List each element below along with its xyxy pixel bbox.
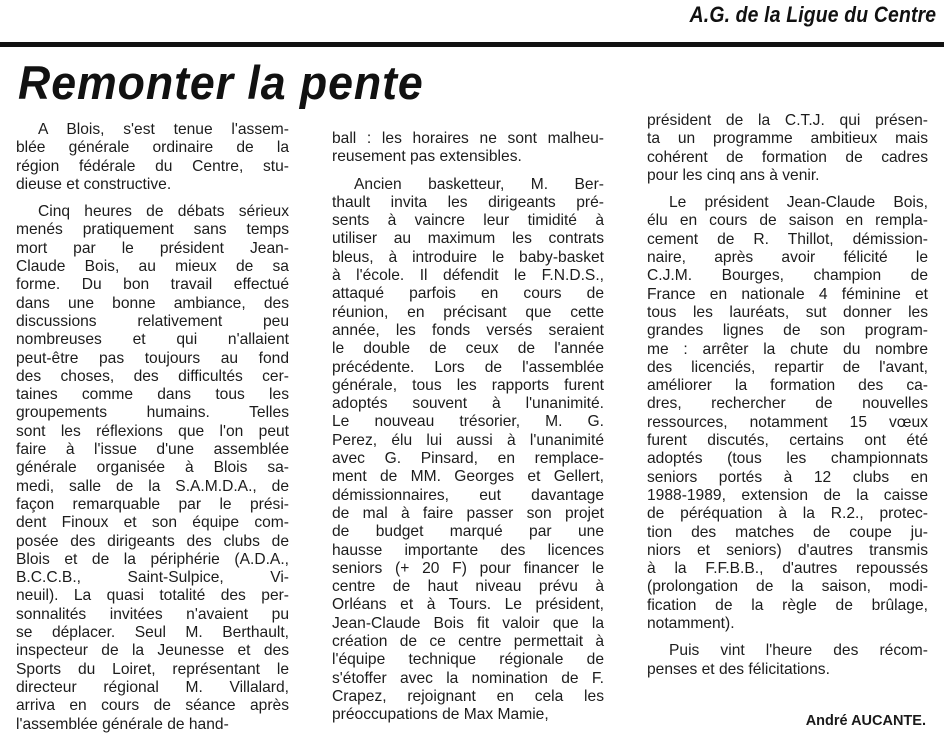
text-line: medi, salle de la S.A.M.D.A., de: [16, 477, 289, 495]
text-line: seniors portés à 12 clubs en: [647, 468, 928, 486]
text-line: président de la C.T.J. qui présen-: [647, 112, 928, 129]
text-line: 1988-1989, extension de la caisse: [647, 486, 928, 504]
text-line: bleus, à introduire le baby-basket: [332, 248, 604, 266]
text-line: de péréquation à la R.2., protec-: [647, 505, 928, 523]
header-rule: [0, 42, 944, 47]
text-line: générale, tous les rapports furent: [332, 376, 604, 394]
text-line: Le président Jean-Claude Bois,: [669, 194, 928, 212]
article-paragraph: [647, 194, 928, 633]
text-line: France en nationale 4 féminine et: [647, 285, 928, 303]
text-line: utiliser au maximum les contrats: [332, 230, 604, 248]
text-line: de mal à faire passer son projet: [332, 504, 604, 522]
text-line: naire, après avoir félicité le: [647, 249, 928, 267]
text-line: Le nouveau trésorier, M. G.: [332, 413, 604, 431]
text-line: Perez, élu lui aussi à l'unanimité: [332, 431, 604, 449]
text-line: Ancien basketteur, M. Ber-: [354, 175, 604, 193]
text-line: tion des matches de coupe ju-: [647, 523, 928, 541]
text-line: création de ce centre permettait à: [332, 633, 604, 651]
text-line: sont les réflexions que l'on peut: [16, 422, 289, 440]
text-line: furent discutés, certains ont été: [647, 432, 928, 450]
text-line: me : arrêter la chute du nombre: [647, 340, 928, 358]
text-line: année, les fonds versés seraient: [332, 321, 604, 339]
text-line: cohérent de formation de cadres: [647, 148, 928, 166]
text-line: inspecteur de la Jeunesse et des: [16, 642, 289, 660]
text-line: reusement pas extensibles.: [332, 148, 522, 166]
text-line: Jean-Claude Bois fit valoir que la: [332, 614, 604, 632]
text-line: attaqué parfois en cours de: [332, 285, 604, 303]
text-line: ta un programme ambitieux mais: [647, 130, 928, 148]
article-paragraph: [16, 203, 289, 734]
text-line: Claude Bois, au mieux de sa: [16, 258, 289, 276]
article-paragraph: [647, 112, 928, 185]
text-line: sonnalités invitées n'avaient pu: [16, 605, 289, 623]
text-line: pour les cinq ans à venir.: [647, 166, 820, 184]
text-line: blée générale ordinaire de la: [16, 139, 289, 157]
text-line: groupements humains. Telles: [16, 404, 289, 422]
text-line: des licenciés, repartir de l'avant,: [647, 358, 928, 376]
text-line: se déplacer. Seul M. Berthault,: [16, 624, 289, 642]
text-line: penses et des félicitations.: [647, 660, 830, 678]
text-line: dieuse et constructive.: [16, 175, 172, 193]
text-line: ball : les horaires ne sont malheu-: [332, 130, 604, 147]
text-line: à la F.F.B.B., d'autres repoussés: [647, 560, 928, 578]
text-line: région fédérale du Centre, stu-: [16, 157, 289, 175]
text-line: à l'école. Il défendit le F.N.D.S.,: [332, 267, 604, 285]
text-line: réunion, en précisant que cette: [332, 303, 604, 321]
text-line: générale organisée à Blois sa-: [16, 459, 289, 477]
article-paragraph: [332, 176, 604, 725]
text-line: C.J.M. Bourges, champion de: [647, 267, 928, 285]
text-line: préoccupations de Max Mamie,: [332, 706, 549, 724]
text-line: cement de R. Thillot, démission-: [647, 230, 928, 248]
text-line: (prolongation de la saison, modi-: [647, 578, 928, 596]
text-line: dent Finoux et son équipe com-: [16, 514, 289, 532]
text-line: sents à vaincre leur timidité à: [332, 212, 604, 230]
text-line: adoptés souvent à l'unanimité.: [332, 395, 604, 413]
text-line: discussions relativement peu: [16, 312, 289, 330]
text-line: peut-être pas toujours au fond: [16, 349, 289, 367]
text-line: notamment).: [647, 615, 735, 633]
text-line: Crapez, rejoignant en cela les: [332, 687, 604, 705]
text-line: faire à l'issue d'une assemblée: [16, 441, 289, 459]
text-line: menés pratiquement sans temps: [16, 221, 289, 239]
text-line: démissionnaires, eut davantage: [332, 486, 604, 504]
article-byline: André AUCANTE.: [805, 713, 926, 729]
article-paragraph: [647, 642, 928, 679]
text-line: niors et seniors) d'autres transmis: [647, 541, 928, 559]
text-line: thault invita les dirigeants pré-: [332, 193, 604, 211]
text-line: des choses, des difficultés cer-: [16, 367, 289, 385]
text-line: Sports du Loiret, représentant le: [16, 660, 289, 678]
text-line: l'équipe technique régionale de: [332, 651, 604, 669]
article-headline: Remonter la pente: [18, 56, 424, 109]
text-line: mort par le président Jean-: [16, 239, 289, 257]
text-line: grandes lignes de son program-: [647, 322, 928, 340]
text-line: ment de MM. Georges et Gellert,: [332, 468, 604, 486]
text-line: hausse importante des licences: [332, 541, 604, 559]
text-line: améliorer la formation des ca-: [647, 377, 928, 395]
text-line: arriva en cours de séance après: [16, 697, 289, 715]
text-line: s'étoffer avec la nomination de F.: [332, 669, 604, 687]
text-line: Puis vint l'heure des récom-: [669, 642, 928, 660]
text-line: dres, rechercher de nouvelles: [647, 395, 928, 413]
article-column-3: [647, 112, 928, 679]
text-line: forme. Du bon travail effectué: [16, 276, 289, 294]
text-line: dans une bonne ambiance, des: [16, 294, 289, 312]
text-line: directeur régional M. Villalard,: [16, 678, 289, 696]
text-line: nombreuses et qui n'allaient: [16, 331, 289, 349]
text-line: le double de ceux de l'année: [332, 340, 604, 358]
text-line: taines comme dans tous les: [16, 386, 289, 404]
text-line: ressources, notamment 15 vœux: [647, 413, 928, 431]
text-line: posée des dirigeants des clubs de: [16, 532, 289, 550]
text-line: Blois et de la périphérie (A.D.A.,: [16, 550, 289, 568]
text-line: façon remarquable par le prési-: [16, 495, 289, 513]
text-line: tous les lauréats, sut donner les: [647, 303, 928, 321]
article-paragraph: [332, 130, 604, 167]
text-line: adoptés (tous les championnats: [647, 450, 928, 468]
text-line: centre de haut niveau prévu à: [332, 578, 604, 596]
text-line: A Blois, s'est tenue l'assem-: [38, 121, 289, 138]
text-line: B.C.C.B., Saint-Sulpice, Vi-: [16, 569, 289, 587]
text-line: élu en cours de saison en rempla-: [647, 212, 928, 230]
article-paragraph: [16, 121, 289, 194]
text-line: Orléans et à Tours. Le président,: [332, 596, 604, 614]
text-line: avec G. Pinsard, en remplace-: [332, 450, 604, 468]
section-heading: A.G. de la Ligue du Centre: [689, 2, 936, 27]
text-line: seniors (+ 20 F) pour financer le: [332, 559, 604, 577]
article-column-1: [16, 121, 289, 734]
text-line: de budget marqué par une: [332, 523, 604, 541]
text-line: neuil). La quasi totalité des per-: [16, 587, 289, 605]
text-line: fication de la règle de brûlage,: [647, 596, 928, 614]
text-line: Cinq heures de débats sérieux: [38, 203, 289, 221]
text-line: précédente. Lors de l'assemblée: [332, 358, 604, 376]
article-column-2: [332, 130, 604, 725]
text-line: l'assemblée générale de hand-: [16, 715, 229, 733]
